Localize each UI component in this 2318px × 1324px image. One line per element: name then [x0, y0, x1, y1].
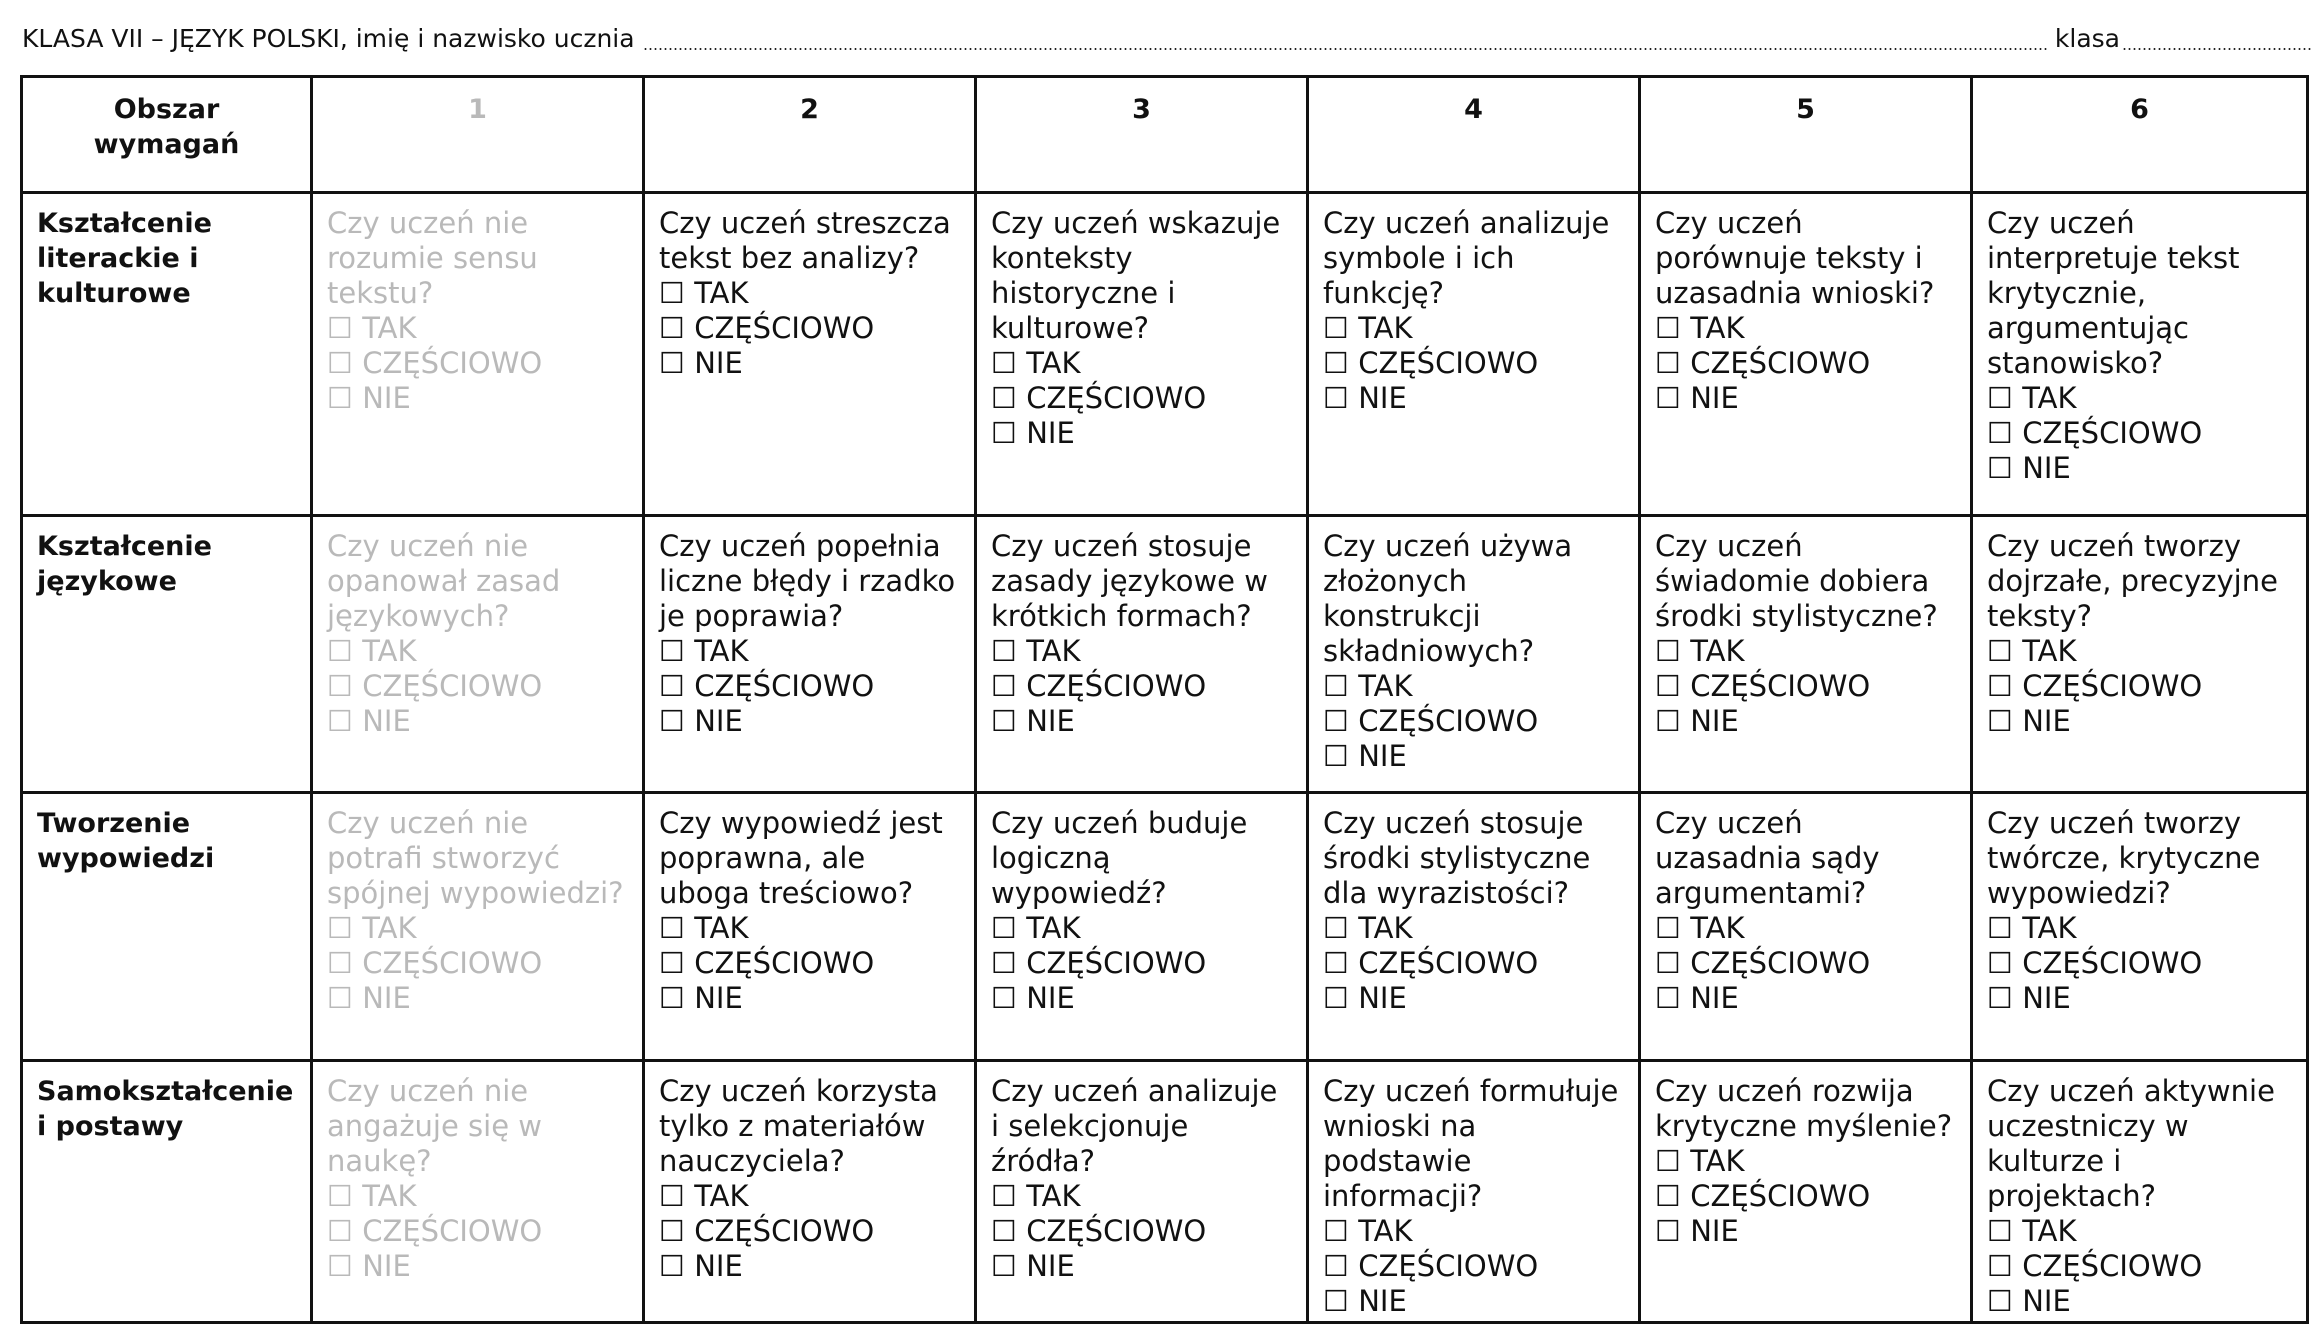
checkbox-icon[interactable]: ☐ — [991, 634, 1017, 668]
checkbox-option-czesciowo[interactable] — [1987, 416, 2292, 451]
checkbox-icon[interactable]: ☐ — [327, 381, 353, 415]
criterion-cell-level-4 — [1308, 516, 1640, 793]
checkbox-label: CZĘŚCIOWO — [1690, 946, 1871, 980]
checkbox-label: NIE — [2022, 451, 2071, 485]
checkbox-option-tak[interactable] — [1323, 311, 1624, 346]
checkbox-label: TAK — [694, 911, 749, 945]
checkbox-icon[interactable]: ☐ — [327, 981, 353, 1015]
checkbox-option-czesciowo[interactable] — [1323, 1249, 1624, 1284]
checkbox-icon[interactable]: ☐ — [1655, 346, 1681, 380]
checkbox-option-tak[interactable] — [659, 911, 960, 946]
checkbox-label: TAK — [694, 634, 749, 668]
checkbox-icon[interactable]: ☐ — [659, 981, 685, 1015]
checkbox-option-czesciowo[interactable] — [659, 669, 960, 704]
checkbox-label: TAK — [1690, 911, 1745, 945]
criterion-question: Czy uczeń formułuje wnioski na podstawie informacji? — [1323, 1074, 1619, 1213]
checkbox-icon[interactable]: ☐ — [327, 1214, 353, 1248]
checkbox-label: TAK — [2022, 911, 2077, 945]
criterion-question: Czy uczeń nie rozumie sensu tekstu? — [327, 206, 538, 310]
checkbox-icon[interactable]: ☐ — [327, 669, 353, 703]
checkbox-label: TAK — [2022, 1214, 2077, 1248]
checkbox-label: NIE — [2022, 1284, 2071, 1318]
checkbox-option-nie[interactable] — [1655, 981, 1956, 1016]
checkbox-label: CZĘŚCIOWO — [1026, 381, 1207, 415]
checkbox-label: NIE — [1026, 416, 1075, 450]
checkbox-option-nie[interactable] — [1655, 704, 1956, 739]
criterion-question: Czy uczeń tworzy twórcze, krytyczne wypowiedzi? — [1987, 806, 2261, 910]
checkbox-label: NIE — [1358, 981, 1407, 1015]
checkbox-label: NIE — [694, 346, 743, 380]
checkbox-label: TAK — [1690, 634, 1745, 668]
checkbox-option-tak[interactable] — [1987, 634, 2292, 669]
checkbox-icon[interactable]: ☐ — [1987, 669, 2013, 703]
criterion-cell-level-3 — [976, 1061, 1308, 1323]
checkbox-label: TAK — [1358, 1214, 1413, 1248]
checkbox-icon[interactable]: ☐ — [659, 634, 685, 668]
checkbox-icon[interactable]: ☐ — [1323, 911, 1349, 945]
criterion-cell-level-3 — [976, 193, 1308, 516]
checkbox-icon[interactable]: ☐ — [1323, 981, 1349, 1015]
checkbox-label: CZĘŚCIOWO — [362, 946, 543, 980]
criterion-cell-level-1 — [312, 793, 644, 1061]
checkbox-option-nie[interactable] — [659, 704, 960, 739]
checkbox-option-tak[interactable] — [991, 911, 1292, 946]
checkbox-label: CZĘŚCIOWO — [1358, 1249, 1539, 1283]
checkbox-option-nie[interactable] — [327, 1249, 628, 1284]
checkbox-label: TAK — [694, 1179, 749, 1213]
checkbox-label: NIE — [362, 704, 411, 738]
checkbox-option-nie[interactable] — [327, 704, 628, 739]
criterion-question: Czy uczeń popełnia liczne błędy i rzadko je poprawia? — [659, 529, 956, 633]
checkbox-icon[interactable]: ☐ — [1655, 946, 1681, 980]
checkbox-label: TAK — [1690, 311, 1745, 345]
criterion-cell-level-4 — [1308, 193, 1640, 516]
criterion-cell-level-2 — [644, 193, 976, 516]
checkbox-label: TAK — [1358, 911, 1413, 945]
checkbox-label: CZĘŚCIOWO — [694, 1214, 875, 1248]
checkbox-label: CZĘŚCIOWO — [694, 311, 875, 345]
class-label: klasa — [2054, 23, 2120, 53]
checkbox-icon[interactable]: ☐ — [327, 911, 353, 945]
checkbox-option-czesciowo[interactable] — [991, 1214, 1292, 1249]
criterion-cell-level-2 — [644, 793, 976, 1061]
criterion-cell-level-1 — [312, 1061, 644, 1323]
checkbox-icon[interactable]: ☐ — [1323, 311, 1349, 345]
checkbox-label: TAK — [1358, 311, 1413, 345]
checkbox-label: CZĘŚCIOWO — [362, 669, 543, 703]
assessment-table — [20, 75, 2309, 1324]
checkbox-option-tak[interactable] — [659, 276, 960, 311]
checkbox-option-tak[interactable] — [659, 1179, 960, 1214]
criterion-cell-level-2 — [644, 1061, 976, 1323]
checkbox-icon[interactable]: ☐ — [1987, 1284, 2013, 1318]
checkbox-option-czesciowo[interactable] — [1655, 346, 1956, 381]
checkbox-label: TAK — [1026, 1179, 1081, 1213]
checkbox-label: CZĘŚCIOWO — [1690, 669, 1871, 703]
checkbox-option-nie[interactable] — [1323, 1284, 1624, 1319]
column-header-level-6: 6 — [1972, 77, 2308, 193]
checkbox-icon[interactable]: ☐ — [1323, 946, 1349, 980]
checkbox-icon[interactable]: ☐ — [1323, 346, 1349, 380]
checkbox-option-czesciowo[interactable] — [1655, 946, 1956, 981]
checkbox-label: CZĘŚCIOWO — [362, 1214, 543, 1248]
checkbox-icon[interactable]: ☐ — [991, 911, 1017, 945]
checkbox-label: NIE — [694, 704, 743, 738]
area-label: Kształcenie językowe — [22, 516, 312, 793]
criterion-question: Czy uczeń streszcza tekst bez analizy? — [659, 206, 951, 275]
criterion-question: Czy uczeń rozwija krytyczne myślenie? — [1655, 1074, 1953, 1143]
checkbox-icon[interactable]: ☐ — [991, 704, 1017, 738]
checkbox-label: NIE — [694, 981, 743, 1015]
checkbox-icon[interactable]: ☐ — [659, 704, 685, 738]
checkbox-icon[interactable]: ☐ — [1323, 704, 1349, 738]
checkbox-option-nie[interactable] — [1323, 739, 1624, 774]
checkbox-option-tak[interactable] — [991, 346, 1292, 381]
criterion-question: Czy uczeń buduje logiczną wypowiedź? — [991, 806, 1248, 910]
checkbox-label: NIE — [2022, 704, 2071, 738]
checkbox-option-czesciowo[interactable] — [327, 669, 628, 704]
checkbox-label: CZĘŚCIOWO — [362, 346, 543, 380]
checkbox-option-czesciowo[interactable] — [1987, 669, 2292, 704]
column-header-level-2: 2 — [644, 77, 976, 193]
table-row — [22, 1061, 2308, 1323]
checkbox-option-czesciowo[interactable] — [327, 346, 628, 381]
checkbox-icon[interactable]: ☐ — [1655, 669, 1681, 703]
checkbox-icon[interactable]: ☐ — [1655, 1214, 1681, 1248]
checkbox-option-nie[interactable] — [1987, 451, 2292, 486]
checkbox-option-nie[interactable] — [1323, 381, 1624, 416]
checkbox-icon[interactable]: ☐ — [1323, 1249, 1349, 1283]
area-label: Samokształcenie i postawy — [22, 1061, 312, 1323]
criterion-question: Czy wypowiedź jest poprawna, ale uboga treściowo? — [659, 806, 943, 910]
checkbox-label: NIE — [1690, 1214, 1739, 1248]
checkbox-option-tak[interactable] — [1655, 1144, 1956, 1179]
checkbox-option-tak[interactable] — [1655, 311, 1956, 346]
criterion-question: Czy uczeń uzasadnia sądy argumentami? — [1655, 806, 1880, 910]
checkbox-option-nie[interactable] — [1987, 704, 2292, 739]
checkbox-option-nie[interactable] — [1655, 381, 1956, 416]
checkbox-icon[interactable]: ☐ — [1323, 739, 1349, 773]
criterion-question: Czy uczeń nie opanował zasad językowych? — [327, 529, 561, 633]
checkbox-label: NIE — [694, 1249, 743, 1283]
checkbox-icon[interactable]: ☐ — [327, 346, 353, 380]
checkbox-option-nie[interactable] — [1987, 1284, 2292, 1319]
checkbox-icon[interactable]: ☐ — [1655, 1179, 1681, 1213]
checkbox-icon[interactable]: ☐ — [1655, 704, 1681, 738]
checkbox-icon[interactable]: ☐ — [659, 311, 685, 345]
checkbox-option-tak[interactable] — [1323, 669, 1624, 704]
checkbox-icon[interactable]: ☐ — [1323, 1284, 1349, 1318]
checkbox-option-czesciowo[interactable] — [991, 669, 1292, 704]
checkbox-option-tak[interactable] — [1987, 1214, 2292, 1249]
checkbox-option-tak[interactable] — [659, 634, 960, 669]
checkbox-icon[interactable]: ☐ — [991, 1179, 1017, 1213]
area-label: Kształcenie literackie i kulturowe — [22, 193, 312, 516]
worksheet-title: KLASA VII – JĘZYK POLSKI, imię i nazwisko ucznia — [22, 23, 635, 53]
checkbox-icon[interactable]: ☐ — [991, 381, 1017, 415]
checkbox-option-nie[interactable] — [991, 704, 1292, 739]
checkbox-option-tak[interactable] — [1987, 381, 2292, 416]
criterion-question: Czy uczeń stosuje zasady językowe w krótkich formach? — [991, 529, 1268, 633]
checkbox-label: NIE — [1358, 1284, 1407, 1318]
checkbox-option-czesciowo[interactable] — [1323, 946, 1624, 981]
checkbox-option-tak[interactable] — [327, 911, 628, 946]
criterion-question: Czy uczeń używa złożonych konstrukcji składniowych? — [1323, 529, 1573, 668]
checkbox-option-czesciowo[interactable] — [1323, 704, 1624, 739]
checkbox-option-czesciowo[interactable] — [991, 946, 1292, 981]
checkbox-label: TAK — [362, 1179, 417, 1213]
checkbox-option-tak[interactable] — [991, 634, 1292, 669]
checkbox-label: NIE — [1690, 704, 1739, 738]
checkbox-label: NIE — [1026, 704, 1075, 738]
checkbox-label: TAK — [362, 311, 417, 345]
checkbox-option-czesciowo[interactable] — [1655, 1179, 1956, 1214]
checkbox-icon[interactable]: ☐ — [1987, 911, 2013, 945]
criterion-question: Czy uczeń analizuje symbole i ich funkcję? — [1323, 206, 1610, 310]
checkbox-label: TAK — [1026, 634, 1081, 668]
checkbox-option-tak[interactable] — [1655, 911, 1956, 946]
criterion-cell-level-6 — [1972, 1061, 2308, 1323]
checkbox-label: CZĘŚCIOWO — [1358, 946, 1539, 980]
checkbox-label: NIE — [362, 981, 411, 1015]
area-label: Tworzenie wypowiedzi — [22, 793, 312, 1061]
table-row — [22, 193, 2308, 516]
checkbox-icon[interactable]: ☐ — [1987, 451, 2013, 485]
criterion-cell-level-6 — [1972, 193, 2308, 516]
checkbox-icon[interactable]: ☐ — [991, 416, 1017, 450]
checkbox-icon[interactable]: ☐ — [1655, 911, 1681, 945]
checkbox-label: NIE — [1358, 739, 1407, 773]
checkbox-label: NIE — [1690, 381, 1739, 415]
checkbox-label: TAK — [2022, 634, 2077, 668]
checkbox-icon[interactable]: ☐ — [659, 1214, 685, 1248]
criterion-cell-level-5 — [1640, 516, 1972, 793]
checkbox-icon[interactable]: ☐ — [327, 311, 353, 345]
checkbox-icon[interactable]: ☐ — [659, 276, 685, 310]
checkbox-option-czesciowo[interactable] — [991, 381, 1292, 416]
checkbox-label: NIE — [1026, 1249, 1075, 1283]
checkbox-label: TAK — [1358, 669, 1413, 703]
checkbox-icon[interactable]: ☐ — [991, 981, 1017, 1015]
checkbox-icon[interactable]: ☐ — [1987, 1214, 2013, 1248]
checkbox-icon[interactable]: ☐ — [1987, 1249, 2013, 1283]
checkbox-icon[interactable]: ☐ — [991, 1249, 1017, 1283]
criterion-question: Czy uczeń stosuje środki stylistyczne dla wyrazistości? — [1323, 806, 1591, 910]
checkbox-label: NIE — [362, 381, 411, 415]
criterion-question: Czy uczeń interpretuje tekst krytycznie, argumentując stanowisko? — [1987, 206, 2240, 380]
checkbox-icon[interactable]: ☐ — [327, 704, 353, 738]
checkbox-label: TAK — [694, 276, 749, 310]
checkbox-label: NIE — [1026, 981, 1075, 1015]
checkbox-option-tak[interactable] — [1655, 634, 1956, 669]
checkbox-label: CZĘŚCIOWO — [1026, 669, 1207, 703]
checkbox-option-tak[interactable] — [1323, 911, 1624, 946]
criterion-cell-level-1 — [312, 193, 644, 516]
checkbox-label: CZĘŚCIOWO — [1690, 1179, 1871, 1213]
checkbox-icon[interactable]: ☐ — [1987, 981, 2013, 1015]
criterion-cell-level-4 — [1308, 1061, 1640, 1323]
checkbox-label: CZĘŚCIOWO — [694, 946, 875, 980]
checkbox-icon[interactable]: ☐ — [327, 634, 353, 668]
checkbox-label: CZĘŚCIOWO — [1690, 346, 1871, 380]
checkbox-icon[interactable]: ☐ — [1655, 1144, 1681, 1178]
table-row — [22, 516, 2308, 793]
checkbox-option-tak[interactable] — [1987, 911, 2292, 946]
checkbox-icon[interactable]: ☐ — [1655, 981, 1681, 1015]
column-header-level-3: 3 — [976, 77, 1308, 193]
checkbox-label: CZĘŚCIOWO — [2022, 946, 2203, 980]
column-header-level-4: 4 — [1308, 77, 1640, 193]
criterion-cell-level-5 — [1640, 193, 1972, 516]
worksheet-header — [22, 18, 2312, 58]
criterion-question: Czy uczeń świadomie dobiera środki stylistyczne? — [1655, 529, 1938, 633]
checkbox-icon[interactable]: ☐ — [327, 1249, 353, 1283]
checkbox-label: CZĘŚCIOWO — [2022, 416, 2203, 450]
checkbox-icon[interactable]: ☐ — [1987, 704, 2013, 738]
checkbox-icon[interactable]: ☐ — [327, 946, 353, 980]
checkbox-option-czesciowo[interactable] — [1323, 346, 1624, 381]
checkbox-icon[interactable]: ☐ — [327, 1179, 353, 1213]
checkbox-option-nie[interactable] — [1655, 1214, 1956, 1249]
checkbox-icon[interactable]: ☐ — [991, 669, 1017, 703]
checkbox-label: TAK — [1026, 346, 1081, 380]
checkbox-option-czesciowo[interactable] — [327, 946, 628, 981]
checkbox-icon[interactable]: ☐ — [1323, 381, 1349, 415]
checkbox-label: NIE — [1358, 381, 1407, 415]
checkbox-option-czesciowo[interactable] — [659, 946, 960, 981]
table-header-row — [22, 77, 2308, 193]
criterion-question: Czy uczeń tworzy dojrzałe, precyzyjne teksty? — [1987, 529, 2278, 633]
criterion-question: Czy uczeń korzysta tylko z materiałów nauczyciela? — [659, 1074, 938, 1178]
checkbox-label: NIE — [1690, 981, 1739, 1015]
checkbox-label: CZĘŚCIOWO — [2022, 669, 2203, 703]
checkbox-label: CZĘŚCIOWO — [2022, 1249, 2203, 1283]
checkbox-option-tak[interactable] — [327, 1179, 628, 1214]
checkbox-option-nie[interactable] — [659, 981, 960, 1016]
checkbox-option-tak[interactable] — [1323, 1214, 1624, 1249]
checkbox-option-czesciowo[interactable] — [1655, 669, 1956, 704]
criterion-question: Czy uczeń nie angażuje się w naukę? — [327, 1074, 542, 1178]
checkbox-option-nie[interactable] — [1323, 981, 1624, 1016]
checkbox-label: TAK — [362, 634, 417, 668]
checkbox-label: CZĘŚCIOWO — [1358, 704, 1539, 738]
checkbox-option-nie[interactable] — [1987, 981, 2292, 1016]
checkbox-option-tak[interactable] — [991, 1179, 1292, 1214]
checkbox-label: CZĘŚCIOWO — [694, 669, 875, 703]
checkbox-option-nie[interactable] — [991, 1249, 1292, 1284]
criterion-cell-level-6 — [1972, 793, 2308, 1061]
checkbox-option-czesciowo[interactable] — [1987, 946, 2292, 981]
checkbox-option-nie[interactable] — [991, 981, 1292, 1016]
checkbox-label: TAK — [362, 911, 417, 945]
checkbox-icon[interactable]: ☐ — [1987, 634, 2013, 668]
criterion-question: Czy uczeń aktywnie uczestniczy w kulturze i projektach? — [1987, 1074, 2275, 1213]
column-header-level-1: 1 — [312, 77, 644, 193]
student-name-field[interactable] — [643, 48, 2047, 50]
criterion-question: Czy uczeń porównuje teksty i uzasadnia wnioski? — [1655, 206, 1935, 310]
checkbox-label: TAK — [1690, 1144, 1745, 1178]
checkbox-icon[interactable]: ☐ — [1323, 669, 1349, 703]
checkbox-option-nie[interactable] — [991, 416, 1292, 451]
criterion-cell-level-3 — [976, 793, 1308, 1061]
checkbox-option-czesciowo[interactable] — [659, 311, 960, 346]
checkbox-option-tak[interactable] — [327, 311, 628, 346]
checkbox-icon[interactable]: ☐ — [1655, 311, 1681, 345]
checkbox-option-czesciowo[interactable] — [1987, 1249, 2292, 1284]
checkbox-icon[interactable]: ☐ — [659, 911, 685, 945]
checkbox-icon[interactable]: ☐ — [991, 946, 1017, 980]
criterion-cell-level-1 — [312, 516, 644, 793]
checkbox-icon[interactable]: ☐ — [1987, 946, 2013, 980]
checkbox-option-nie[interactable] — [659, 1249, 960, 1284]
checkbox-icon[interactable]: ☐ — [1655, 381, 1681, 415]
criterion-question: Czy uczeń nie potrafi stworzyć spójnej wypowiedzi? — [327, 806, 624, 910]
checkbox-option-czesciowo[interactable] — [659, 1214, 960, 1249]
checkbox-icon[interactable]: ☐ — [991, 1214, 1017, 1248]
column-header-area: Obszar wymagań — [22, 77, 312, 193]
checkbox-option-nie[interactable] — [327, 981, 628, 1016]
checkbox-label: TAK — [1026, 911, 1081, 945]
checkbox-icon[interactable]: ☐ — [659, 1249, 685, 1283]
checkbox-option-czesciowo[interactable] — [327, 1214, 628, 1249]
checkbox-option-tak[interactable] — [327, 634, 628, 669]
criterion-cell-level-2 — [644, 516, 976, 793]
checkbox-label: CZĘŚCIOWO — [1358, 346, 1539, 380]
checkbox-icon[interactable]: ☐ — [659, 346, 685, 380]
checkbox-option-nie[interactable] — [327, 381, 628, 416]
table-row — [22, 793, 2308, 1061]
criterion-cell-level-3 — [976, 516, 1308, 793]
criterion-cell-level-6 — [1972, 516, 2308, 793]
criterion-question: Czy uczeń analizuje i selekcjonuje źródła? — [991, 1074, 1278, 1178]
checkbox-icon[interactable]: ☐ — [1987, 416, 2013, 450]
checkbox-icon[interactable]: ☐ — [659, 946, 685, 980]
criterion-cell-level-5 — [1640, 1061, 1972, 1323]
checkbox-label: CZĘŚCIOWO — [1026, 946, 1207, 980]
checkbox-icon[interactable]: ☐ — [659, 1179, 685, 1213]
class-field[interactable] — [2122, 48, 2312, 50]
checkbox-icon[interactable]: ☐ — [659, 669, 685, 703]
checkbox-label: TAK — [2022, 381, 2077, 415]
checkbox-icon[interactable]: ☐ — [1655, 634, 1681, 668]
criterion-question: Czy uczeń wskazuje konteksty historyczne i kulturowe? — [991, 206, 1281, 345]
column-header-level-5: 5 — [1640, 77, 1972, 193]
criterion-cell-level-4 — [1308, 793, 1640, 1061]
checkbox-icon[interactable]: ☐ — [991, 346, 1017, 380]
checkbox-option-nie[interactable] — [659, 346, 960, 381]
criterion-cell-level-5 — [1640, 793, 1972, 1061]
checkbox-label: NIE — [362, 1249, 411, 1283]
checkbox-label: CZĘŚCIOWO — [1026, 1214, 1207, 1248]
checkbox-icon[interactable]: ☐ — [1323, 1214, 1349, 1248]
checkbox-icon[interactable]: ☐ — [1987, 381, 2013, 415]
checkbox-label: NIE — [2022, 981, 2071, 1015]
